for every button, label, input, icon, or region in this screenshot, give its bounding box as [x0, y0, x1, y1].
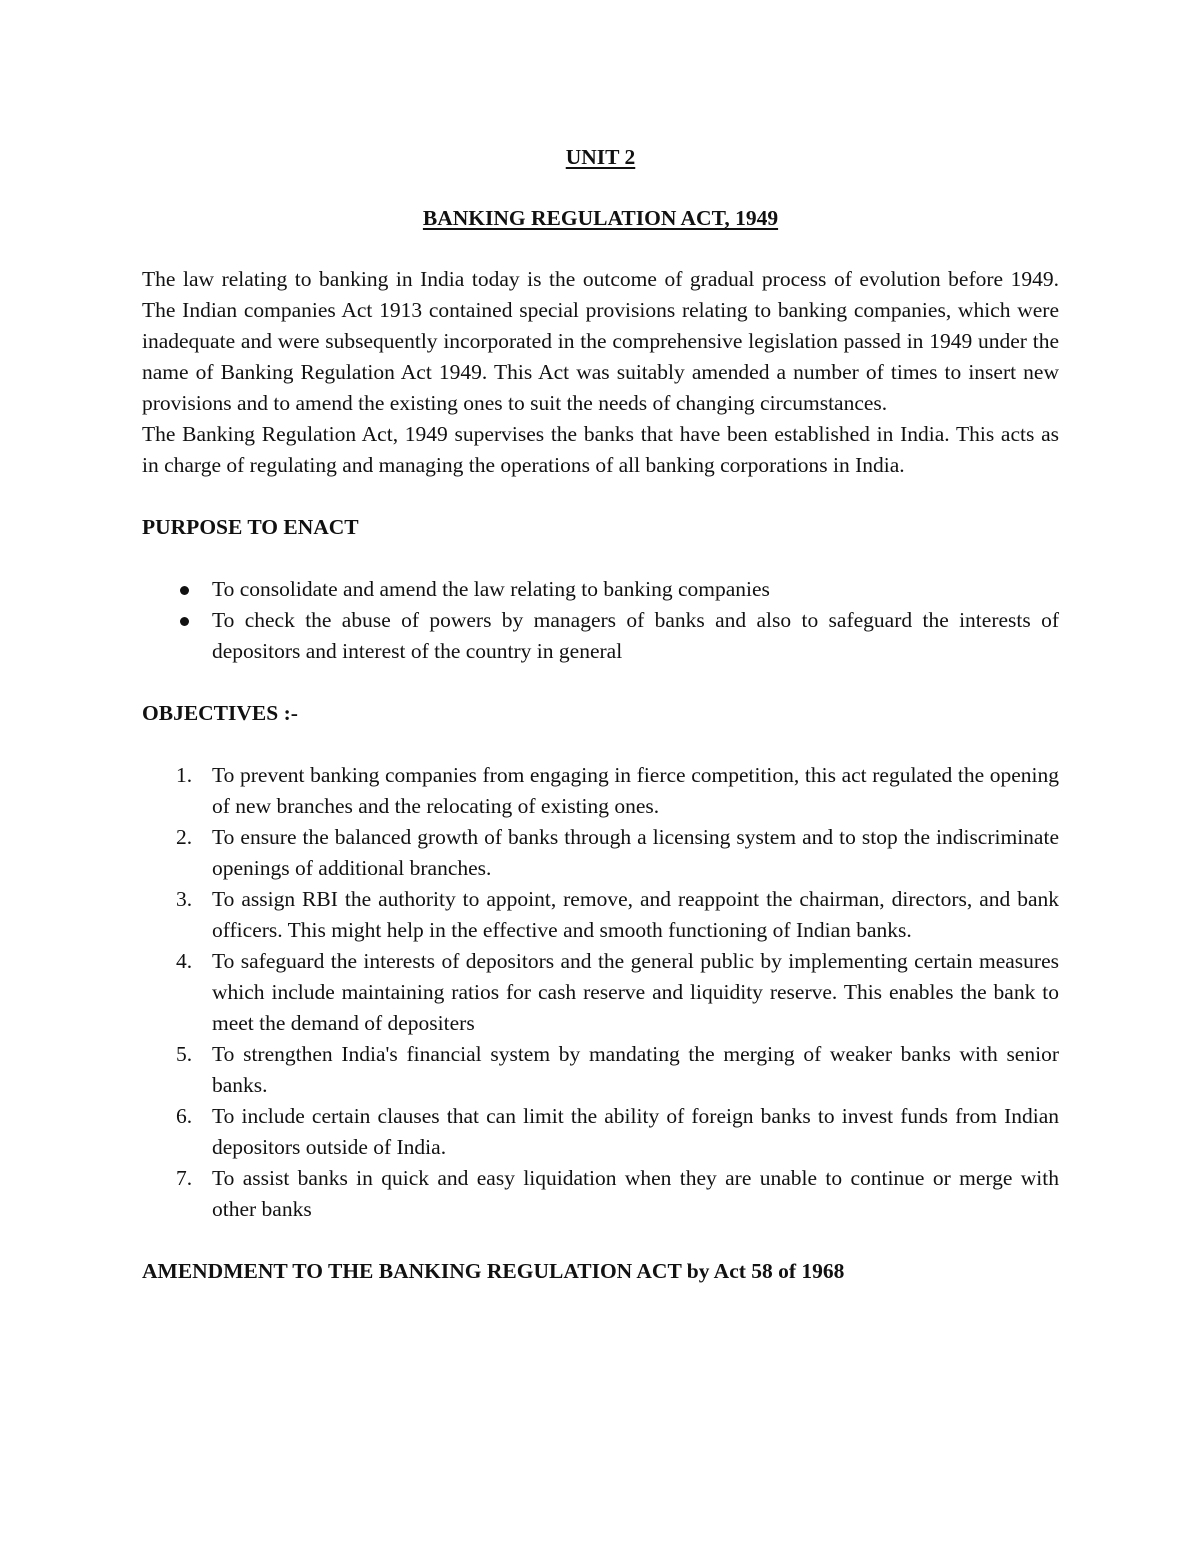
objective-text: To include certain clauses that can limit the ability of foreign banks to invest funds from Indian depositors outside of India.	[212, 1104, 1059, 1159]
objective-text: To assist banks in quick and easy liquidation when they are unable to continue or merge with other banks	[212, 1166, 1059, 1221]
unit-title: UNIT 2	[565, 145, 636, 169]
objective-number: 5.	[176, 1042, 193, 1066]
objective-number: 2.	[176, 825, 193, 849]
objectives-list	[142, 760, 1059, 1225]
intro-paragraph: The Banking Regulation Act, 1949 supervises the banks that have been established in India. This acts as in charge of regulating and managing the operations of all banking corporations in India.	[142, 422, 1059, 477]
objective-text: To strengthen India's financial system by mandating the merging of weaker banks with senior banks.	[212, 1042, 1059, 1097]
document-content	[142, 142, 1059, 1287]
objective-text: To safeguard the interests of depositors and the general public by implementing certain measures which include maintaining ratios for cash reserve and liquidity reserve. This enables the bank to meet the demand of depositers	[212, 949, 1059, 1035]
objective-text: To assign RBI the authority to appoint, remove, and reappoint the chairman, directors, and bank officers. This might help in the effective and smooth functioning of Indian banks.	[212, 887, 1059, 942]
objective-item	[142, 1101, 1059, 1163]
objective-item	[142, 760, 1059, 822]
purpose-item	[142, 574, 1059, 605]
purpose-item-text: To consolidate and amend the law relating to banking companies	[212, 577, 770, 601]
objective-text: To ensure the balanced growth of banks through a licensing system and to stop the indiscriminate openings of additional branches.	[212, 825, 1059, 880]
objective-item	[142, 822, 1059, 884]
bullet-icon	[180, 586, 189, 595]
objective-item	[142, 884, 1059, 946]
act-title: BANKING REGULATION ACT, 1949	[422, 206, 779, 230]
purpose-item	[142, 605, 1059, 667]
objectives-heading: OBJECTIVES :-	[142, 701, 298, 725]
spacer	[142, 481, 1059, 512]
spacer	[142, 1225, 1059, 1256]
objective-number: 4.	[176, 949, 193, 973]
intro-paragraph: The law relating to banking in India today is the outcome of gradual process of evolution before 1949. The Indian companies Act 1913 contained special provisions relating to banking companies, which were inadequate and were subsequently incorporated in the comprehensive legislation passed in 1949 under the name of Banking Regulation Act 1949. This Act was suitably amended a number of times to insert new provisions and to amend the existing ones to suit the needs of changing circumstances.	[142, 267, 1059, 415]
objective-item	[142, 1163, 1059, 1225]
spacer	[142, 667, 1059, 698]
objective-number: 3.	[176, 887, 193, 911]
purpose-list	[142, 574, 1059, 667]
bullet-icon	[180, 617, 189, 626]
purpose-item-text: To check the abuse of powers by managers of banks and also to safeguard the interests of depositors and interest of the country in general	[212, 608, 1059, 663]
purpose-heading: PURPOSE TO ENACT	[142, 515, 359, 539]
objective-number: 1.	[176, 763, 193, 787]
objective-text: To prevent banking companies from engaging in fierce competition, this act regulated the opening of new branches and the relocating of existing ones.	[212, 763, 1059, 818]
objective-number: 7.	[176, 1166, 193, 1190]
objective-item	[142, 1039, 1059, 1101]
amendment-heading: AMENDMENT TO THE BANKING REGULATION ACT by Act 58 of 1968	[142, 1259, 845, 1283]
spacer	[142, 729, 1059, 760]
objective-item	[142, 946, 1059, 1039]
spacer	[142, 543, 1059, 574]
objective-number: 6.	[176, 1104, 193, 1128]
